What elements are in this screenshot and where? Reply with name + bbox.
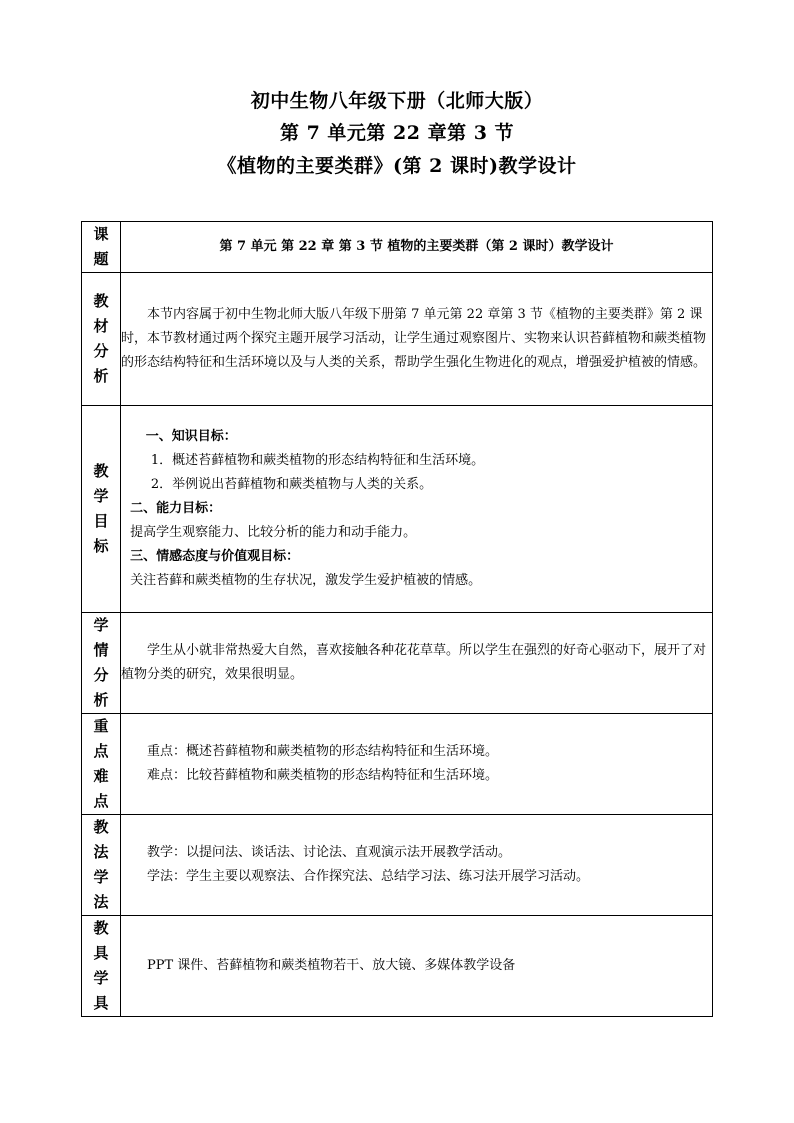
label-tools: 教 具 学 具 <box>82 916 121 1017</box>
tools-content: PPT 课件、苔藓植物和蕨类植物若干、放大镜、多媒体教学设备 <box>121 916 713 1017</box>
lesson-title: 《植物的主要类群》(第 2 课时)教学设计 <box>217 155 577 177</box>
ability-goals-heading: 二、能力目标： <box>130 501 222 516</box>
knowledge-goal-2: 2．举例说出苔藓植物和蕨类植物与人类的关系。 <box>150 477 433 492</box>
teaching-method: 教学：以提问法、谈话法、讨论法、直观演示法开展教学活动。 <box>147 845 512 860</box>
topic-text: 第 7 单元 第 22 章 第 3 节 植物的主要类群（第 2 课时）教学设计 <box>121 222 713 273</box>
difficulty-point: 难点：比较苔藓植物和蕨类植物的形态结构特征和生活环境。 <box>147 768 499 783</box>
row-student-analysis <box>82 613 713 714</box>
emotion-goals-heading: 三、情感态度与价值观目标： <box>130 549 300 564</box>
row-material-analysis <box>82 273 713 406</box>
document-title: 初中生物八年级下册（北师大版） <box>250 90 544 112</box>
student-analysis-text: 学生从小就非常热爱大自然，喜欢接触各种花花草草。所以学生在强烈的好奇心驱动下，展开了对植物分类的研究，效果很明显。 <box>121 613 713 714</box>
label-key-points: 重 点 难 点 <box>82 714 121 815</box>
knowledge-goals-heading: 一、知识目标： <box>145 429 237 444</box>
row-key-points <box>82 714 713 815</box>
label-topic: 课 题 <box>82 222 121 273</box>
ability-goals-text: 提高学生观察能力、比较分析的能力和动手能力。 <box>130 525 417 540</box>
emotion-goals-text: 关注苔藓和蕨类植物的生存状况，激发学生爱护植被的情感。 <box>130 573 482 588</box>
learning-method: 学法：学生主要以观察法、合作探究法、总结学习法、练习法开展学习活动。 <box>147 869 590 884</box>
focus-point: 重点：概述苔藓植物和蕨类植物的形态结构特征和生活环境。 <box>147 744 499 759</box>
key-points-content <box>121 714 713 815</box>
label-teaching-goals: 教 学 目 标 <box>82 406 121 613</box>
unit-chapter-title: 第 7 单元第 22 章第 3 节 <box>279 122 515 144</box>
label-methods: 教 法 学 法 <box>82 815 121 916</box>
row-teaching-goals <box>82 406 713 613</box>
lesson-plan-table <box>81 221 713 1017</box>
row-methods <box>82 815 713 916</box>
row-topic <box>82 222 713 273</box>
knowledge-goal-1: 1．概述苔藓植物和蕨类植物的形态结构特征和生活环境。 <box>150 453 485 468</box>
methods-content <box>121 815 713 916</box>
label-student-analysis: 学 情 分 析 <box>82 613 121 714</box>
material-analysis-text: 本节内容属于初中生物北师大版八年级下册第 7 单元第 22 章第 3 节《植物的主要类群》第 2 课时，本节教材通过两个探究主题开展学习活动，让学生通过观察图片、实物来认识苔藓植物和蕨类植物的形态结构特征和生活环境以及与人类的关系，帮助学生强化生物进化的观点，增强爱护植被的情感。 <box>121 273 713 406</box>
teaching-goals-content <box>121 406 713 613</box>
label-material-analysis: 教 材 分 析 <box>82 273 121 406</box>
row-tools <box>82 916 713 1017</box>
